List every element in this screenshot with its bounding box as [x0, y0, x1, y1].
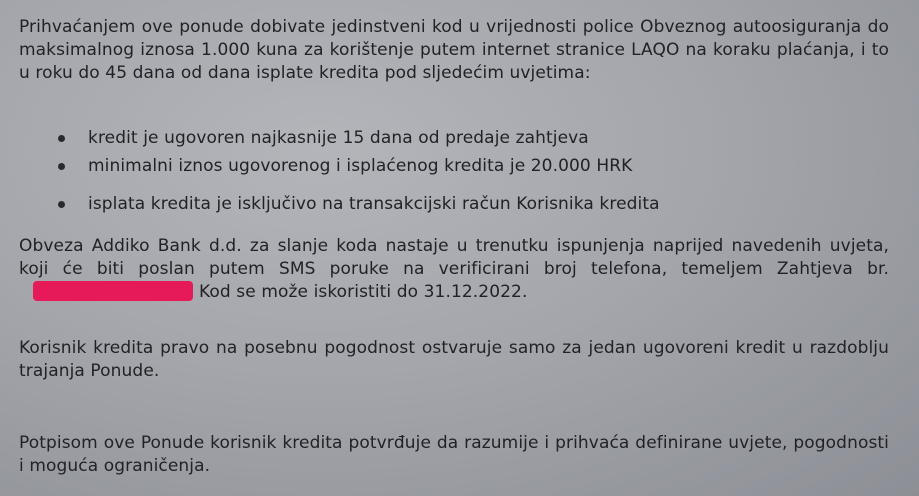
bullet-icon: [58, 135, 65, 142]
code-validity-text: Kod se može iskoristiti do 31.12.2022.: [199, 282, 528, 302]
bullet-icon: [58, 163, 65, 170]
conditions-list: [58, 124, 878, 218]
code-obligation-paragraph: [19, 235, 889, 304]
benefit-paragraph: Korisnik kredita pravo na posebnu pogodnost ostvaruje samo za jedan ugovoreni kredit u razdoblju trajanja Ponude.: [19, 338, 889, 381]
list-item-text: minimalni iznos ugovorenog i isplaćenog kredita je 20.000 HRK: [88, 156, 633, 176]
list-item-text: kredit je ugovoren najkasnije 15 dana od predaje zahtjeva: [88, 128, 589, 148]
list-item-text: isplata kredita je isključivo na transakcijski račun Korisnika kredita: [88, 194, 660, 214]
list-item: [58, 152, 878, 180]
redacted-request-number: [33, 281, 193, 301]
intro-paragraph: Prihvaćanjem ove ponude dobivate jedinstveni kod u vrijednosti police Obveznog autoosiguranja do maksimalnog iznosa 1.000 kuna za korištenje putem internet stranice LAQO na koraku plaćanja, i to u roku do 45 dana od dana isplate kredita pod sljedećim uvjetima:: [19, 17, 889, 83]
list-item: [58, 190, 878, 218]
list-item: [58, 124, 878, 152]
signature-paragraph: Potpisom ove Ponude korisnik kredita potvrđuje da razumije i prihvaća definirane uvjete, pogodnosti i moguća ograničenja.: [19, 433, 889, 476]
obligation-text: Obveza Addiko Bank d.d. za slanje koda nastaje u trenutku ispunjenja naprijed navedenih uvjeta, koji će biti poslan putem SMS poruke na verificirani broj telefona, temeljem Zahtjeva br.: [19, 236, 889, 279]
bullet-icon: [58, 201, 65, 208]
